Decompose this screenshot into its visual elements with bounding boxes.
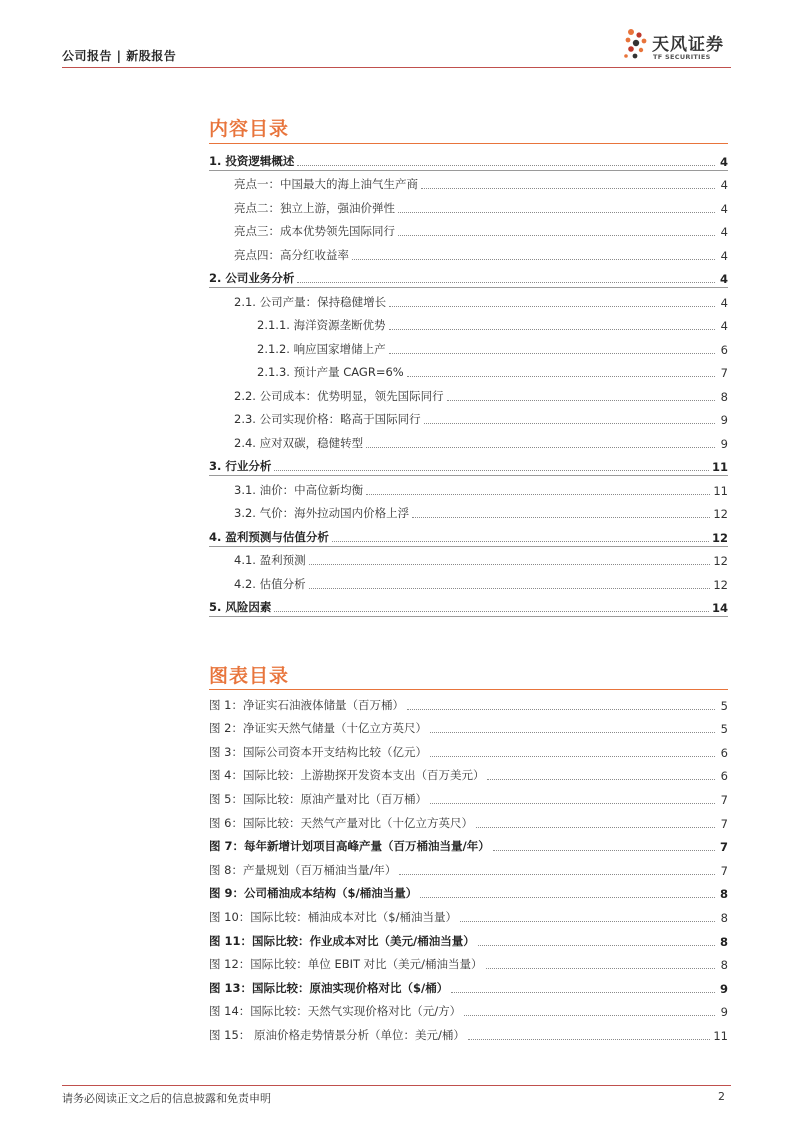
footer-disclaimer: 请务必阅读正文之后的信息披露和免责申明 bbox=[62, 1092, 271, 1105]
entry-label: 2. 公司业务分析 bbox=[209, 271, 295, 285]
entry-page-number: 8 bbox=[720, 958, 728, 973]
figure-entry[interactable] bbox=[209, 713, 728, 737]
entry-label: 亮点三：成本优势领先国际同行 bbox=[234, 224, 395, 238]
entry-page-number: 4 bbox=[720, 295, 728, 310]
entry-label: 亮点一：中国最大的海上油气生产商 bbox=[234, 177, 418, 191]
toc-entry[interactable] bbox=[209, 451, 728, 475]
dot-leader bbox=[407, 709, 715, 710]
dot-leader bbox=[366, 494, 710, 495]
figure-entry[interactable] bbox=[209, 901, 728, 925]
entry-label: 3. 行业分析 bbox=[209, 459, 272, 473]
company-logo bbox=[622, 26, 734, 66]
entry-page-number: 9 bbox=[719, 981, 728, 996]
entry-page-number: 4 bbox=[720, 248, 728, 263]
toc-entry[interactable] bbox=[209, 310, 728, 334]
toc-entry[interactable] bbox=[209, 145, 728, 169]
entry-page-number: 4 bbox=[720, 225, 728, 239]
entry-label: 2.1.3. 预计产量 CAGR=6% bbox=[257, 365, 404, 379]
dot-leader bbox=[366, 447, 715, 448]
toc-entry[interactable] bbox=[209, 521, 728, 545]
entry-page-number: 5 bbox=[720, 698, 728, 713]
dot-leader bbox=[389, 306, 715, 307]
flower-logo-icon bbox=[622, 26, 652, 66]
toc-entry[interactable] bbox=[209, 592, 728, 616]
dot-leader bbox=[476, 827, 715, 828]
dot-leader bbox=[460, 921, 715, 922]
entry-page-number: 7 bbox=[720, 366, 728, 380]
entry-page-number: 11 bbox=[713, 1028, 728, 1043]
entry-page-number: 6 bbox=[720, 342, 728, 357]
entry-label: 图 10：国际比较：桶油成本对比（$/桶油当量） bbox=[209, 909, 457, 924]
toc-entry[interactable] bbox=[209, 192, 728, 216]
dot-leader bbox=[493, 850, 715, 851]
entry-page-number: 9 bbox=[720, 436, 728, 451]
toc-entry[interactable] bbox=[209, 427, 728, 451]
entry-label: 4. 盈利预测与估值分析 bbox=[209, 529, 329, 544]
entry-page-number: 9 bbox=[720, 1005, 728, 1020]
figure-entry[interactable] bbox=[209, 1019, 728, 1043]
toc-entry[interactable] bbox=[209, 263, 728, 287]
entry-label: 图 2：净证实天然气储量（十亿立方英尺） bbox=[209, 721, 427, 736]
dot-leader bbox=[486, 968, 715, 969]
dot-leader bbox=[412, 517, 710, 518]
entry-label: 图 11：国际比较：作业成本对比（美元/桶油当量） bbox=[209, 933, 475, 948]
entry-page-number: 12 bbox=[713, 507, 728, 521]
entry-label: 图 3：国际公司资本开支结构比较（亿元） bbox=[209, 744, 427, 759]
entry-page-number: 12 bbox=[713, 554, 728, 568]
entry-page-number: 5 bbox=[720, 722, 728, 737]
table-of-contents bbox=[209, 145, 728, 615]
entry-label: 图 7：每年新增计划项目高峰产量（百万桶油当量/年） bbox=[209, 839, 490, 854]
figure-entry[interactable] bbox=[209, 760, 728, 784]
list-of-figures bbox=[209, 689, 728, 1043]
entry-page-number: 11 bbox=[713, 483, 728, 498]
dot-leader bbox=[352, 259, 715, 260]
dot-leader bbox=[274, 611, 709, 612]
dot-leader bbox=[309, 588, 711, 589]
contents-title-rule bbox=[209, 143, 728, 144]
entry-label: 图 14：国际比较：天然气实现价格对比（元/方） bbox=[209, 1004, 462, 1019]
entry-page-number: 6 bbox=[720, 769, 728, 784]
contents-title: 内容目录 bbox=[209, 118, 290, 140]
figure-entry[interactable] bbox=[209, 949, 728, 973]
entry-label: 亮点二：独立上游，强油价弹性 bbox=[234, 200, 395, 215]
toc-entry[interactable] bbox=[209, 239, 728, 263]
toc-entry[interactable] bbox=[209, 404, 728, 428]
entry-label: 图 13：国际比较：原油实现价格对比（$/桶） bbox=[209, 980, 449, 995]
dot-leader bbox=[487, 779, 715, 780]
entry-label: 2.1. 公司产量：保持稳健增长 bbox=[234, 294, 387, 309]
entry-label: 4.1. 盈利预测 bbox=[234, 553, 306, 567]
toc-entry[interactable] bbox=[209, 216, 728, 240]
logo-chinese-name: 天风证券 bbox=[652, 35, 724, 55]
entry-label: 图 9：公司桶油成本结构（$/桶油当量） bbox=[209, 886, 418, 901]
dot-leader bbox=[447, 400, 715, 401]
dot-leader bbox=[309, 564, 711, 565]
entry-page-number: 8 bbox=[720, 389, 728, 404]
entry-page-number: 7 bbox=[720, 816, 728, 831]
entry-label: 2.2. 公司成本：优势明显，领先国际同行 bbox=[234, 388, 444, 403]
entry-label: 1. 投资逻辑概述 bbox=[209, 153, 295, 168]
dot-leader bbox=[430, 756, 715, 757]
entry-label: 5. 风险因素 bbox=[209, 600, 272, 614]
dot-leader bbox=[297, 282, 715, 283]
entry-label: 3.2. 气价：海外拉动国内价格上浮 bbox=[234, 506, 410, 520]
figure-entry[interactable] bbox=[209, 854, 728, 878]
entry-page-number: 8 bbox=[720, 910, 728, 925]
figure-entry[interactable] bbox=[209, 783, 728, 807]
header-divider bbox=[62, 67, 731, 68]
dot-leader bbox=[332, 541, 709, 542]
dot-leader bbox=[407, 376, 715, 377]
figure-entry[interactable] bbox=[209, 972, 728, 996]
entry-label: 图 15： 原油价格走势情景分析（单位：美元/桶） bbox=[209, 1027, 465, 1042]
toc-entry[interactable] bbox=[209, 357, 728, 381]
toc-entry[interactable] bbox=[209, 169, 728, 193]
toc-entry[interactable] bbox=[209, 333, 728, 357]
entry-page-number: 7 bbox=[720, 792, 728, 807]
entry-label: 图 5：国际比较：原油产量对比（百万桶） bbox=[209, 791, 427, 806]
entry-label: 图 6：国际比较：天然气产量对比（十亿立方英尺） bbox=[209, 815, 473, 830]
dot-leader bbox=[430, 732, 715, 733]
figure-entry[interactable] bbox=[209, 736, 728, 760]
entry-label: 2.4. 应对双碳，稳健转型 bbox=[234, 435, 364, 450]
entry-page-number: 4 bbox=[719, 154, 728, 169]
dot-leader bbox=[478, 945, 715, 946]
dot-leader bbox=[451, 992, 715, 993]
entry-page-number: 8 bbox=[719, 934, 728, 949]
entry-label: 图 8：产量规划（百万桶油当量/年） bbox=[209, 862, 397, 877]
entry-page-number: 4 bbox=[720, 201, 728, 216]
figures-title: 图表目录 bbox=[209, 665, 290, 687]
entry-page-number: 8 bbox=[719, 887, 728, 902]
entry-label: 2.1.2. 响应国家增储上产 bbox=[257, 341, 386, 356]
dot-leader bbox=[468, 1039, 711, 1040]
logo-english-name: TF SECURITIES bbox=[653, 53, 711, 61]
figure-entry[interactable] bbox=[209, 878, 728, 902]
entry-label: 3.1. 油价：中高位新均衡 bbox=[234, 482, 364, 497]
dot-leader bbox=[398, 235, 715, 236]
dot-leader bbox=[274, 470, 709, 471]
entry-page-number: 11 bbox=[711, 460, 728, 474]
entry-page-number: 12 bbox=[713, 577, 728, 592]
dot-leader bbox=[421, 188, 715, 189]
entry-label: 2.3. 公司实现价格：略高于国际同行 bbox=[234, 412, 421, 426]
toc-entry[interactable] bbox=[209, 286, 728, 310]
dot-leader bbox=[389, 329, 715, 330]
dot-leader bbox=[424, 423, 715, 424]
footer-divider bbox=[62, 1085, 731, 1086]
dot-leader bbox=[389, 353, 715, 354]
entry-label: 2.1.1. 海洋资源垄断优势 bbox=[257, 318, 386, 332]
entry-page-number: 14 bbox=[711, 601, 728, 615]
entry-page-number: 4 bbox=[719, 272, 728, 286]
dot-leader bbox=[430, 803, 715, 804]
figure-entry[interactable] bbox=[209, 925, 728, 949]
figure-entry[interactable] bbox=[209, 831, 728, 855]
figure-entry[interactable] bbox=[209, 807, 728, 831]
entry-label: 图 12：国际比较：单位 EBIT 对比（美元/桶油当量） bbox=[209, 957, 483, 972]
entry-label: 图 1：净证实石油液体储量（百万桶） bbox=[209, 697, 404, 712]
report-type-label: 公司报告 | 新股报告 bbox=[62, 49, 177, 63]
toc-entry[interactable] bbox=[209, 380, 728, 404]
dot-leader bbox=[420, 897, 715, 898]
dot-leader bbox=[398, 212, 715, 213]
entry-label: 图 4：国际比较：上游勘探开发资本支出（百万美元） bbox=[209, 768, 485, 783]
dot-leader bbox=[297, 165, 715, 166]
dot-leader bbox=[464, 1015, 715, 1016]
toc-entry[interactable] bbox=[209, 568, 728, 592]
figure-entry[interactable] bbox=[209, 689, 728, 713]
toc-entry[interactable] bbox=[209, 474, 728, 498]
entry-label: 亮点四：高分红收益率 bbox=[234, 247, 349, 262]
entry-page-number: 12 bbox=[711, 530, 728, 545]
dot-leader bbox=[399, 874, 715, 875]
entry-label: 4.2. 估值分析 bbox=[234, 576, 306, 591]
entry-page-number: 6 bbox=[720, 745, 728, 760]
toc-entry[interactable] bbox=[209, 498, 728, 522]
page-number: 2 bbox=[718, 1090, 725, 1103]
figure-entry[interactable] bbox=[209, 996, 728, 1020]
entry-page-number: 9 bbox=[720, 413, 728, 427]
entry-page-number: 7 bbox=[719, 840, 728, 855]
toc-entry[interactable] bbox=[209, 545, 728, 569]
entry-page-number: 4 bbox=[720, 178, 728, 192]
entry-page-number: 7 bbox=[720, 863, 728, 878]
entry-page-number: 4 bbox=[720, 319, 728, 333]
